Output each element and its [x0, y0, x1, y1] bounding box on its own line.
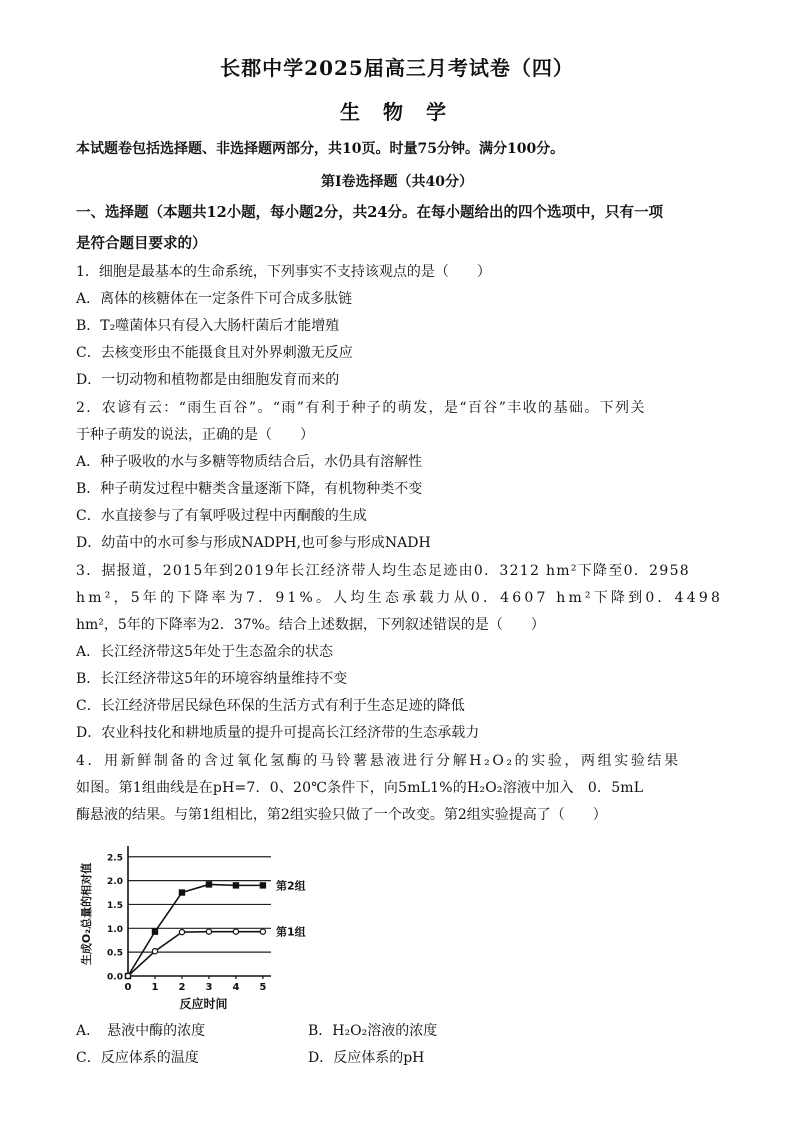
- x-tick-label: 3: [205, 982, 213, 993]
- q3-stem-line3: hm²，5年的下降率为2．37%。结合上述数据，下列叙述错误的是（ ）: [76, 617, 545, 633]
- q2-stem-line2: 于种子萌发的说法，正确的是（ ）: [76, 427, 314, 443]
- q3-stem-line2: hm²，5年的下降率为7．91%。人均生态承载力从0．4607 hm²下降到0．4498: [76, 590, 724, 606]
- q2-option-b: B．种子萌发过程中糖类含量逐渐下降，有机物种类不变: [76, 481, 423, 497]
- data-point-group2: [206, 881, 212, 887]
- q4-option-a: A． 悬液中酶的浓度: [76, 1023, 206, 1039]
- q2-option-d: D．幼苗中的水可参与形成NADPH,也可参与形成NADH: [76, 535, 431, 551]
- data-point-group1: [206, 929, 211, 934]
- q3-option-a: A．长江经济带这5年处于生态盈余的状态: [76, 644, 334, 660]
- y-tick-label: 0.0: [107, 972, 123, 983]
- part-heading: 第Ⅰ卷选择题（共40分）: [320, 174, 474, 190]
- y-tick-label: 1.0: [107, 924, 123, 935]
- subject-title: 生 物 学: [340, 100, 454, 124]
- x-tick-label: 2: [178, 982, 186, 993]
- q4-option-c: C．反应体系的温度: [76, 1050, 199, 1066]
- q3-option-b: B．长江经济带这5年的环境容纳量维持不变: [76, 671, 348, 687]
- q1-stem: 1．细胞是最基本的生命系统，下列事实不支持该观点的是（ ）: [76, 264, 491, 280]
- section-heading-line1: 一、选择题（本题共12小题，每小题2分，共24分。在每小题给出的四个选项中，只有一项: [76, 204, 663, 221]
- x-axis-label: 反应时间: [179, 997, 228, 1011]
- data-point-group1: [233, 929, 238, 934]
- x-tick-label: 0: [124, 982, 132, 993]
- data-point-group1: [179, 930, 184, 935]
- x-tick-label: 5: [259, 982, 267, 993]
- y-tick-label: 1.5: [107, 900, 123, 911]
- q1-option-a: A．离体的核糖体在一定条件下可合成多肽链: [76, 291, 353, 307]
- y-tick-label: 2.0: [107, 877, 123, 888]
- q2-stem-line1: 2．农谚有云：“雨生百谷”。“雨”有利于种子的萌发，是“百谷”丰收的基础。下列关: [76, 400, 646, 416]
- y-axis-label: 生成O₂总量的相对值: [80, 862, 93, 966]
- q3-option-c: C．长江经济带居民绿色环保的生活方式有利于生态足迹的降低: [76, 698, 465, 714]
- q4-option-b: B．H₂O₂溶液的浓度: [308, 1023, 438, 1039]
- series-label: 第2组: [276, 879, 306, 893]
- series-line-2: [128, 932, 263, 976]
- q2-option-c: C．水直接参与了有氧呼吸过程中丙酮酸的生成: [76, 508, 367, 524]
- data-point-group2: [233, 882, 239, 888]
- data-point-group1: [260, 929, 265, 934]
- q1-option-b: B．T₂噬菌体只有侵入大肠杆菌后才能增殖: [76, 318, 340, 334]
- q3-stem-line1: 3．据报道，2015年到2019年长江经济带人均生态足迹由0．3212 hm²下降至0．2958: [76, 563, 690, 579]
- y-tick-label: 2.5: [107, 853, 123, 864]
- data-point-group2: [152, 928, 158, 934]
- o2-production-chart: [76, 838, 316, 1014]
- q3-option-d: D．农业科技化和耕地质量的提升可提高长江经济带的生态承载力: [76, 725, 480, 741]
- data-point-group1: [125, 973, 130, 978]
- exam-title: 长郡中学2025届高三月考试卷（四）: [220, 56, 574, 80]
- x-tick-label: 4: [232, 982, 240, 993]
- series-line-1: [128, 884, 263, 976]
- series-label: 第1组: [276, 925, 306, 939]
- data-point-group2: [260, 882, 266, 888]
- data-point-group1: [152, 949, 157, 954]
- q4-stem-line2: 如图。第1组曲线是在pH=7．0、20℃条件下，向5mL1%的H₂O₂溶液中加入 0．5mL: [76, 780, 644, 796]
- q4-stem-line1: 4．用新鲜制备的含过氧化氢酶的马铃薯悬液进行分解H₂O₂的实验，两组实验结果: [76, 753, 681, 769]
- x-tick-label: 1: [151, 982, 159, 993]
- data-point-group2: [179, 889, 185, 895]
- exam-intro: 本试题卷包括选择题、非选择题两部分，共10页。时量75分钟。满分100分。: [76, 141, 565, 157]
- q4-option-d: D．反应体系的pH: [308, 1050, 425, 1066]
- q4-stem-line3: 酶悬液的结果。与第1组相比，第2组实验只做了一个改变。第2组实验提高了（ ）: [76, 807, 607, 823]
- q1-option-d: D．一切动物和植物都是由细胞发育而来的: [76, 372, 340, 388]
- q2-option-a: A．种子吸收的水与多糖等物质结合后，水仍具有溶解性: [76, 454, 423, 470]
- q1-option-c: C．去核变形虫不能摄食且对外界刺激无反应: [76, 345, 353, 361]
- y-tick-label: 0.5: [107, 948, 123, 959]
- section-heading-line2: 是符合题目要求的）: [76, 235, 207, 252]
